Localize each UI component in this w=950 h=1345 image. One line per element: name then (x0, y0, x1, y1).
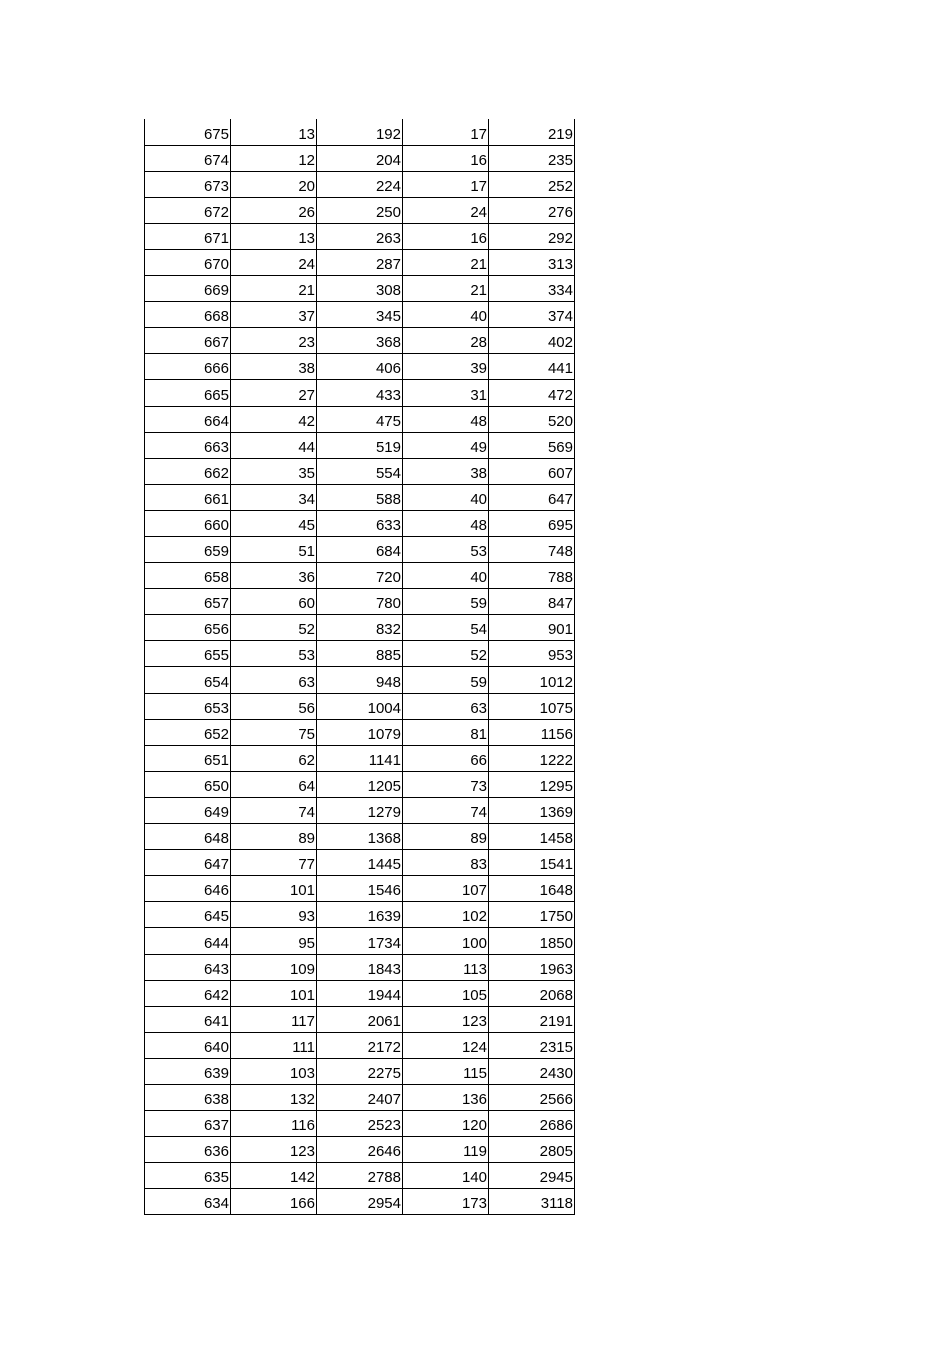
cumulative-a-cell: 368 (317, 328, 403, 354)
count-b-cell: 102 (403, 902, 489, 928)
cumulative-a-cell: 1843 (317, 954, 403, 980)
count-b-cell: 123 (403, 1006, 489, 1032)
table-row (145, 223, 575, 249)
count-a-cell: 93 (231, 902, 317, 928)
table-row (145, 980, 575, 1006)
count-b-cell: 54 (403, 615, 489, 641)
table-row (145, 380, 575, 406)
count-a-cell: 36 (231, 563, 317, 589)
score-cell: 638 (145, 1084, 231, 1110)
count-a-cell: 142 (231, 1163, 317, 1189)
cumulative-b-cell: 402 (489, 328, 575, 354)
table-row (145, 510, 575, 536)
count-a-cell: 111 (231, 1032, 317, 1058)
count-b-cell: 105 (403, 980, 489, 1006)
table-row (145, 432, 575, 458)
count-b-cell: 28 (403, 328, 489, 354)
count-a-cell: 45 (231, 510, 317, 536)
cumulative-a-cell: 308 (317, 276, 403, 302)
table-row (145, 1006, 575, 1032)
score-cell: 653 (145, 693, 231, 719)
count-b-cell: 113 (403, 954, 489, 980)
cumulative-b-cell: 252 (489, 171, 575, 197)
table-row (145, 771, 575, 797)
cumulative-b-cell: 1012 (489, 667, 575, 693)
count-b-cell: 136 (403, 1084, 489, 1110)
table-row (145, 850, 575, 876)
cumulative-b-cell: 292 (489, 223, 575, 249)
cumulative-a-cell: 1079 (317, 719, 403, 745)
table-row (145, 824, 575, 850)
score-cell: 644 (145, 928, 231, 954)
table-row (145, 406, 575, 432)
cumulative-b-cell: 276 (489, 197, 575, 223)
count-b-cell: 53 (403, 537, 489, 563)
score-cell: 652 (145, 719, 231, 745)
count-a-cell: 75 (231, 719, 317, 745)
cumulative-b-cell: 520 (489, 406, 575, 432)
cumulative-b-cell: 788 (489, 563, 575, 589)
cumulative-a-cell: 406 (317, 354, 403, 380)
count-b-cell: 40 (403, 302, 489, 328)
cumulative-b-cell: 2566 (489, 1084, 575, 1110)
cumulative-a-cell: 2061 (317, 1006, 403, 1032)
score-cell: 634 (145, 1189, 231, 1215)
score-cell: 649 (145, 797, 231, 823)
count-a-cell: 21 (231, 276, 317, 302)
cumulative-a-cell: 1944 (317, 980, 403, 1006)
cumulative-b-cell: 2430 (489, 1058, 575, 1084)
count-a-cell: 60 (231, 589, 317, 615)
score-cell: 661 (145, 484, 231, 510)
score-cell: 641 (145, 1006, 231, 1032)
cumulative-b-cell: 313 (489, 249, 575, 275)
table-row (145, 954, 575, 980)
count-a-cell: 103 (231, 1058, 317, 1084)
cumulative-a-cell: 554 (317, 458, 403, 484)
cumulative-a-cell: 2172 (317, 1032, 403, 1058)
count-a-cell: 77 (231, 850, 317, 876)
table-row (145, 1058, 575, 1084)
count-b-cell: 140 (403, 1163, 489, 1189)
table-row (145, 276, 575, 302)
count-a-cell: 12 (231, 145, 317, 171)
score-cell: 669 (145, 276, 231, 302)
cumulative-b-cell: 695 (489, 510, 575, 536)
score-cell: 655 (145, 641, 231, 667)
cumulative-a-cell: 263 (317, 223, 403, 249)
score-cell: 646 (145, 876, 231, 902)
count-a-cell: 166 (231, 1189, 317, 1215)
count-a-cell: 89 (231, 824, 317, 850)
score-cell: 672 (145, 197, 231, 223)
score-table-body (145, 119, 575, 1215)
cumulative-a-cell: 1279 (317, 797, 403, 823)
table-row (145, 1032, 575, 1058)
score-cell: 671 (145, 223, 231, 249)
cumulative-a-cell: 1734 (317, 928, 403, 954)
count-b-cell: 38 (403, 458, 489, 484)
score-cell: 640 (145, 1032, 231, 1058)
cumulative-a-cell: 519 (317, 432, 403, 458)
count-b-cell: 63 (403, 693, 489, 719)
table-row (145, 563, 575, 589)
score-cell: 674 (145, 145, 231, 171)
cumulative-a-cell: 684 (317, 537, 403, 563)
cumulative-b-cell: 1369 (489, 797, 575, 823)
count-a-cell: 34 (231, 484, 317, 510)
cumulative-a-cell: 948 (317, 667, 403, 693)
score-cell: 663 (145, 432, 231, 458)
cumulative-b-cell: 953 (489, 641, 575, 667)
count-b-cell: 107 (403, 876, 489, 902)
count-b-cell: 115 (403, 1058, 489, 1084)
cumulative-b-cell: 1648 (489, 876, 575, 902)
cumulative-a-cell: 588 (317, 484, 403, 510)
cumulative-b-cell: 1750 (489, 902, 575, 928)
count-b-cell: 49 (403, 432, 489, 458)
table-row (145, 876, 575, 902)
score-cell: 648 (145, 824, 231, 850)
count-b-cell: 48 (403, 406, 489, 432)
score-cell: 673 (145, 171, 231, 197)
cumulative-a-cell: 2523 (317, 1111, 403, 1137)
table-row (145, 119, 575, 145)
table-row (145, 354, 575, 380)
score-cell: 658 (145, 563, 231, 589)
count-a-cell: 56 (231, 693, 317, 719)
cumulative-b-cell: 235 (489, 145, 575, 171)
count-b-cell: 59 (403, 589, 489, 615)
cumulative-a-cell: 475 (317, 406, 403, 432)
count-b-cell: 39 (403, 354, 489, 380)
score-cell: 675 (145, 119, 231, 145)
score-cell: 650 (145, 771, 231, 797)
cumulative-b-cell: 847 (489, 589, 575, 615)
table-row (145, 902, 575, 928)
cumulative-a-cell: 780 (317, 589, 403, 615)
score-cell: 645 (145, 902, 231, 928)
count-b-cell: 74 (403, 797, 489, 823)
score-cell: 654 (145, 667, 231, 693)
count-a-cell: 62 (231, 745, 317, 771)
count-b-cell: 119 (403, 1137, 489, 1163)
cumulative-b-cell: 3118 (489, 1189, 575, 1215)
count-b-cell: 89 (403, 824, 489, 850)
score-cell: 666 (145, 354, 231, 380)
count-a-cell: 116 (231, 1111, 317, 1137)
count-a-cell: 13 (231, 119, 317, 145)
cumulative-a-cell: 1004 (317, 693, 403, 719)
cumulative-b-cell: 2191 (489, 1006, 575, 1032)
count-b-cell: 173 (403, 1189, 489, 1215)
cumulative-b-cell: 569 (489, 432, 575, 458)
table-row (145, 171, 575, 197)
score-cell: 665 (145, 380, 231, 406)
cumulative-b-cell: 2315 (489, 1032, 575, 1058)
score-cell: 643 (145, 954, 231, 980)
score-cell: 667 (145, 328, 231, 354)
cumulative-a-cell: 224 (317, 171, 403, 197)
cumulative-b-cell: 1541 (489, 850, 575, 876)
cumulative-a-cell: 1368 (317, 824, 403, 850)
count-a-cell: 20 (231, 171, 317, 197)
count-a-cell: 35 (231, 458, 317, 484)
cumulative-a-cell: 1546 (317, 876, 403, 902)
cumulative-a-cell: 1445 (317, 850, 403, 876)
cumulative-a-cell: 2646 (317, 1137, 403, 1163)
score-cell: 657 (145, 589, 231, 615)
count-a-cell: 74 (231, 797, 317, 823)
table-row (145, 667, 575, 693)
count-b-cell: 52 (403, 641, 489, 667)
cumulative-b-cell: 1458 (489, 824, 575, 850)
cumulative-a-cell: 2788 (317, 1163, 403, 1189)
count-a-cell: 109 (231, 954, 317, 980)
cumulative-a-cell: 885 (317, 641, 403, 667)
count-a-cell: 13 (231, 223, 317, 249)
count-a-cell: 26 (231, 197, 317, 223)
count-a-cell: 117 (231, 1006, 317, 1032)
score-cell: 664 (145, 406, 231, 432)
cumulative-a-cell: 192 (317, 119, 403, 145)
table-row (145, 1111, 575, 1137)
cumulative-b-cell: 441 (489, 354, 575, 380)
cumulative-b-cell: 1963 (489, 954, 575, 980)
table-row (145, 797, 575, 823)
cumulative-b-cell: 1295 (489, 771, 575, 797)
cumulative-a-cell: 633 (317, 510, 403, 536)
cumulative-b-cell: 334 (489, 276, 575, 302)
table-row (145, 1189, 575, 1215)
score-cell: 668 (145, 302, 231, 328)
cumulative-b-cell: 607 (489, 458, 575, 484)
cumulative-a-cell: 2407 (317, 1084, 403, 1110)
count-a-cell: 53 (231, 641, 317, 667)
cumulative-b-cell: 1222 (489, 745, 575, 771)
cumulative-b-cell: 472 (489, 380, 575, 406)
count-b-cell: 73 (403, 771, 489, 797)
cumulative-b-cell: 2945 (489, 1163, 575, 1189)
score-cell: 647 (145, 850, 231, 876)
table-row (145, 641, 575, 667)
count-b-cell: 59 (403, 667, 489, 693)
count-b-cell: 16 (403, 145, 489, 171)
count-a-cell: 37 (231, 302, 317, 328)
count-b-cell: 40 (403, 563, 489, 589)
cumulative-b-cell: 748 (489, 537, 575, 563)
count-a-cell: 42 (231, 406, 317, 432)
count-b-cell: 124 (403, 1032, 489, 1058)
count-a-cell: 132 (231, 1084, 317, 1110)
table-row (145, 484, 575, 510)
count-a-cell: 64 (231, 771, 317, 797)
cumulative-b-cell: 2068 (489, 980, 575, 1006)
count-b-cell: 40 (403, 484, 489, 510)
table-row (145, 458, 575, 484)
score-cell: 659 (145, 537, 231, 563)
cumulative-a-cell: 204 (317, 145, 403, 171)
score-cell: 636 (145, 1137, 231, 1163)
count-a-cell: 38 (231, 354, 317, 380)
count-a-cell: 44 (231, 432, 317, 458)
count-a-cell: 23 (231, 328, 317, 354)
score-cell: 660 (145, 510, 231, 536)
count-b-cell: 48 (403, 510, 489, 536)
cumulative-a-cell: 433 (317, 380, 403, 406)
count-b-cell: 16 (403, 223, 489, 249)
count-a-cell: 63 (231, 667, 317, 693)
table-row (145, 328, 575, 354)
cumulative-b-cell: 1850 (489, 928, 575, 954)
cumulative-a-cell: 1639 (317, 902, 403, 928)
count-b-cell: 17 (403, 171, 489, 197)
count-b-cell: 21 (403, 276, 489, 302)
cumulative-a-cell: 832 (317, 615, 403, 641)
cumulative-a-cell: 1141 (317, 745, 403, 771)
table-row (145, 249, 575, 275)
count-b-cell: 17 (403, 119, 489, 145)
cumulative-a-cell: 1205 (317, 771, 403, 797)
cumulative-a-cell: 345 (317, 302, 403, 328)
count-b-cell: 100 (403, 928, 489, 954)
score-cell: 635 (145, 1163, 231, 1189)
table-row (145, 302, 575, 328)
count-b-cell: 83 (403, 850, 489, 876)
cumulative-a-cell: 287 (317, 249, 403, 275)
count-a-cell: 24 (231, 249, 317, 275)
count-a-cell: 101 (231, 980, 317, 1006)
table-row (145, 615, 575, 641)
table-row (145, 693, 575, 719)
count-a-cell: 51 (231, 537, 317, 563)
score-cell: 651 (145, 745, 231, 771)
table-row (145, 928, 575, 954)
table-row (145, 719, 575, 745)
cumulative-a-cell: 250 (317, 197, 403, 223)
cumulative-b-cell: 647 (489, 484, 575, 510)
score-cell: 656 (145, 615, 231, 641)
table-row (145, 745, 575, 771)
count-a-cell: 27 (231, 380, 317, 406)
table-row (145, 1084, 575, 1110)
count-a-cell: 95 (231, 928, 317, 954)
count-b-cell: 21 (403, 249, 489, 275)
cumulative-b-cell: 1075 (489, 693, 575, 719)
count-b-cell: 24 (403, 197, 489, 223)
table-row (145, 1163, 575, 1189)
count-a-cell: 52 (231, 615, 317, 641)
cumulative-b-cell: 901 (489, 615, 575, 641)
score-cell: 642 (145, 980, 231, 1006)
cumulative-a-cell: 2954 (317, 1189, 403, 1215)
table-row (145, 589, 575, 615)
score-cell: 639 (145, 1058, 231, 1084)
cumulative-a-cell: 720 (317, 563, 403, 589)
score-cell: 670 (145, 249, 231, 275)
table-row (145, 537, 575, 563)
count-b-cell: 31 (403, 380, 489, 406)
table-row (145, 145, 575, 171)
score-cell: 662 (145, 458, 231, 484)
cumulative-b-cell: 2805 (489, 1137, 575, 1163)
score-table (144, 119, 575, 1215)
count-b-cell: 66 (403, 745, 489, 771)
count-a-cell: 101 (231, 876, 317, 902)
table-row (145, 1137, 575, 1163)
cumulative-a-cell: 2275 (317, 1058, 403, 1084)
cumulative-b-cell: 219 (489, 119, 575, 145)
cumulative-b-cell: 374 (489, 302, 575, 328)
cumulative-b-cell: 1156 (489, 719, 575, 745)
count-a-cell: 123 (231, 1137, 317, 1163)
table-row (145, 197, 575, 223)
count-b-cell: 81 (403, 719, 489, 745)
count-b-cell: 120 (403, 1111, 489, 1137)
cumulative-b-cell: 2686 (489, 1111, 575, 1137)
score-cell: 637 (145, 1111, 231, 1137)
